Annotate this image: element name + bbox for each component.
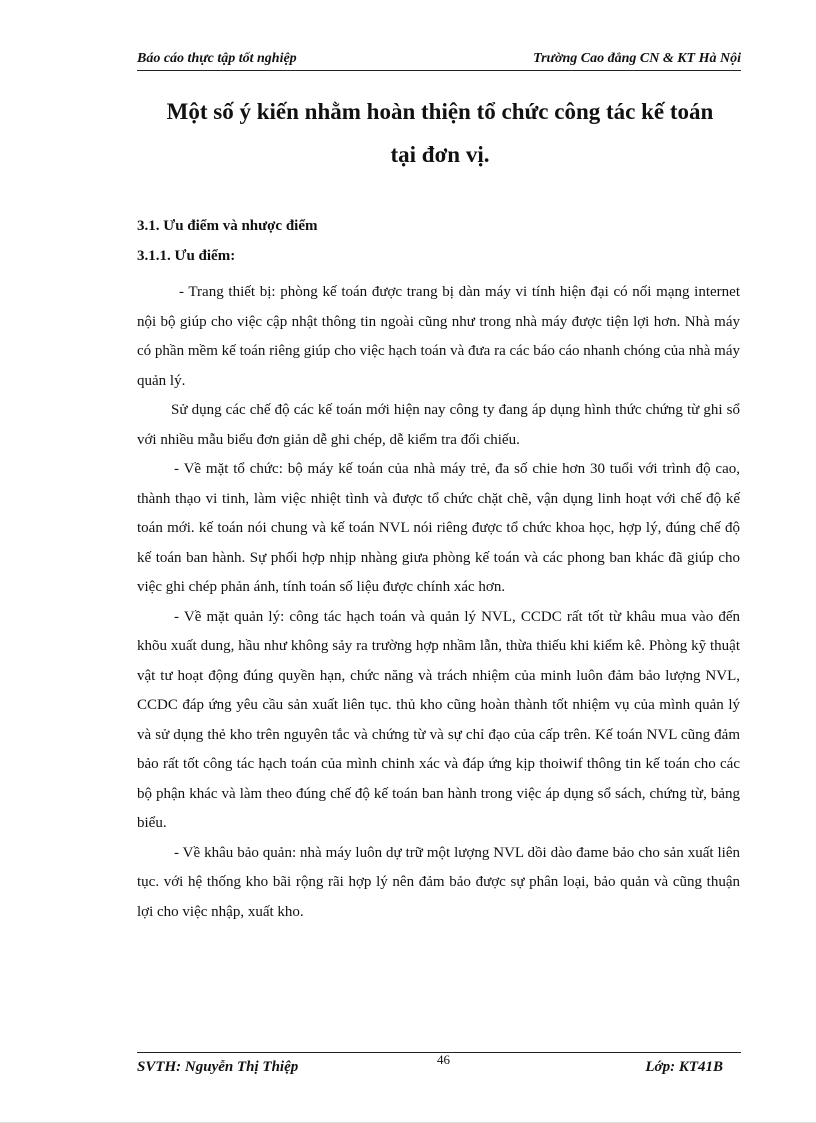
page-number: 46 [437, 1052, 450, 1067]
header-report-title: Báo cáo thực tập tốt nghiệp [137, 51, 297, 66]
paragraph-accounting-regime: Sử dụng các chế độ các kế toán mới hiện nay công ty đang áp dụng hình thức chứng từ ghi sổ với nhiều mẫu biểu đơn giản dễ ghi chép, dễ kiểm tra đối chiếu. [137, 402, 740, 448]
paragraph-equipment: - Trang thiết bị: phòng kế toán được trang bị dàn máy vi tính hiện đại có nối mạng internet nội bộ giúp cho việc cập nhật thông tin ngoài cũng như trong nhà máy được tiện lợi hơn. Nhà máy có phần mềm kế toán riêng giúp cho việc hạch toán và đưa ra các báo cáo nhanh chóng của nhà máy quản lý. [137, 284, 740, 389]
page-header [137, 50, 741, 71]
section-heading-3-1-1: 3.1.1. Ưu điểm: [137, 248, 236, 264]
section-heading-3-1: 3.1. Ưu điểm và nhược điểm [137, 218, 318, 234]
title-line-2: tại đơn vị. [390, 142, 490, 167]
footer-class: Lớp: KT41B [645, 1059, 723, 1075]
paragraph-storage: - Về khâu bảo quản: nhà máy luôn dự trữ một lượng NVL dồi dào đame bảo cho sản xuất liên tục. với hệ thống kho bãi rộng rãi hợp lý nên đảm bảo được sự phân loại, bảo quản và cũng thuận lợi cho việc nhập, xuất kho. [137, 844, 740, 920]
paragraph-management: - Về mặt quản lý: công tác hạch toán và quản lý NVL, CCDC rất tốt từ khâu mua vào đến khõu xuất dung, hầu như không sảy ra trường hợp nhầm lẫn, thừa thiếu khi kiểm kê. Phòng kỹ thuật vật tư hoạt động đúng quyền hạn, chức năng và trách nhiệm của minh luôn đảm bảo lượng NVL, CCDC đáp ứng yêu cầu sản xuất liên tục. thủ kho cũng hoàn thành tốt nhiệm vụ của mình quản lý và sử dụng thẻ kho trên nguyên tắc và chứng từ và sự chỉ đạo của cấp trên. Kế toán NVL cũng đảm bảo rất tốt công tác hạch toán của mình chinh xác và đáp ứng kịp thoiwif thông tin kế toán cho các bộ phận khác và làm theo đúng chế độ kế toán ban hành trong việc áp dụng sổ sách, chứng từ, bảng biểu. [137, 608, 740, 831]
footer-student-name: SVTH: Nguyễn Thị Thiệp [137, 1059, 299, 1075]
page-title [110, 90, 770, 176]
header-school-name: Trường Cao đẳng CN & KT Hà Nội [533, 51, 741, 66]
page-footer [137, 1052, 741, 1083]
body-text [137, 278, 740, 927]
paragraph-organization: - Về mặt tổ chức: bộ máy kế toán của nhà máy trẻ, đa số chie hơn 30 tuổi với trình độ cao, thành thạo vi tinh, làm việc nhiệt tình và được tổ chức chặt chẽ, vận dụng linh hoạt với chế độ kế toán mới. kế toán nói chung và kế toán NVL nói riêng được tổ chức khoa học, hợp lý, đúng chế độ kế toán ban hành. Sự phối hợp nhịp nhàng giưa phòng kế toán và các phong ban khác đã giúp cho việc ghi chép phản ánh, tính toán số liệu được chính xác hơn. [137, 461, 740, 595]
title-line-1: Một số ý kiến nhằm hoàn thiện tổ chức công tác kế toán [166, 99, 714, 124]
